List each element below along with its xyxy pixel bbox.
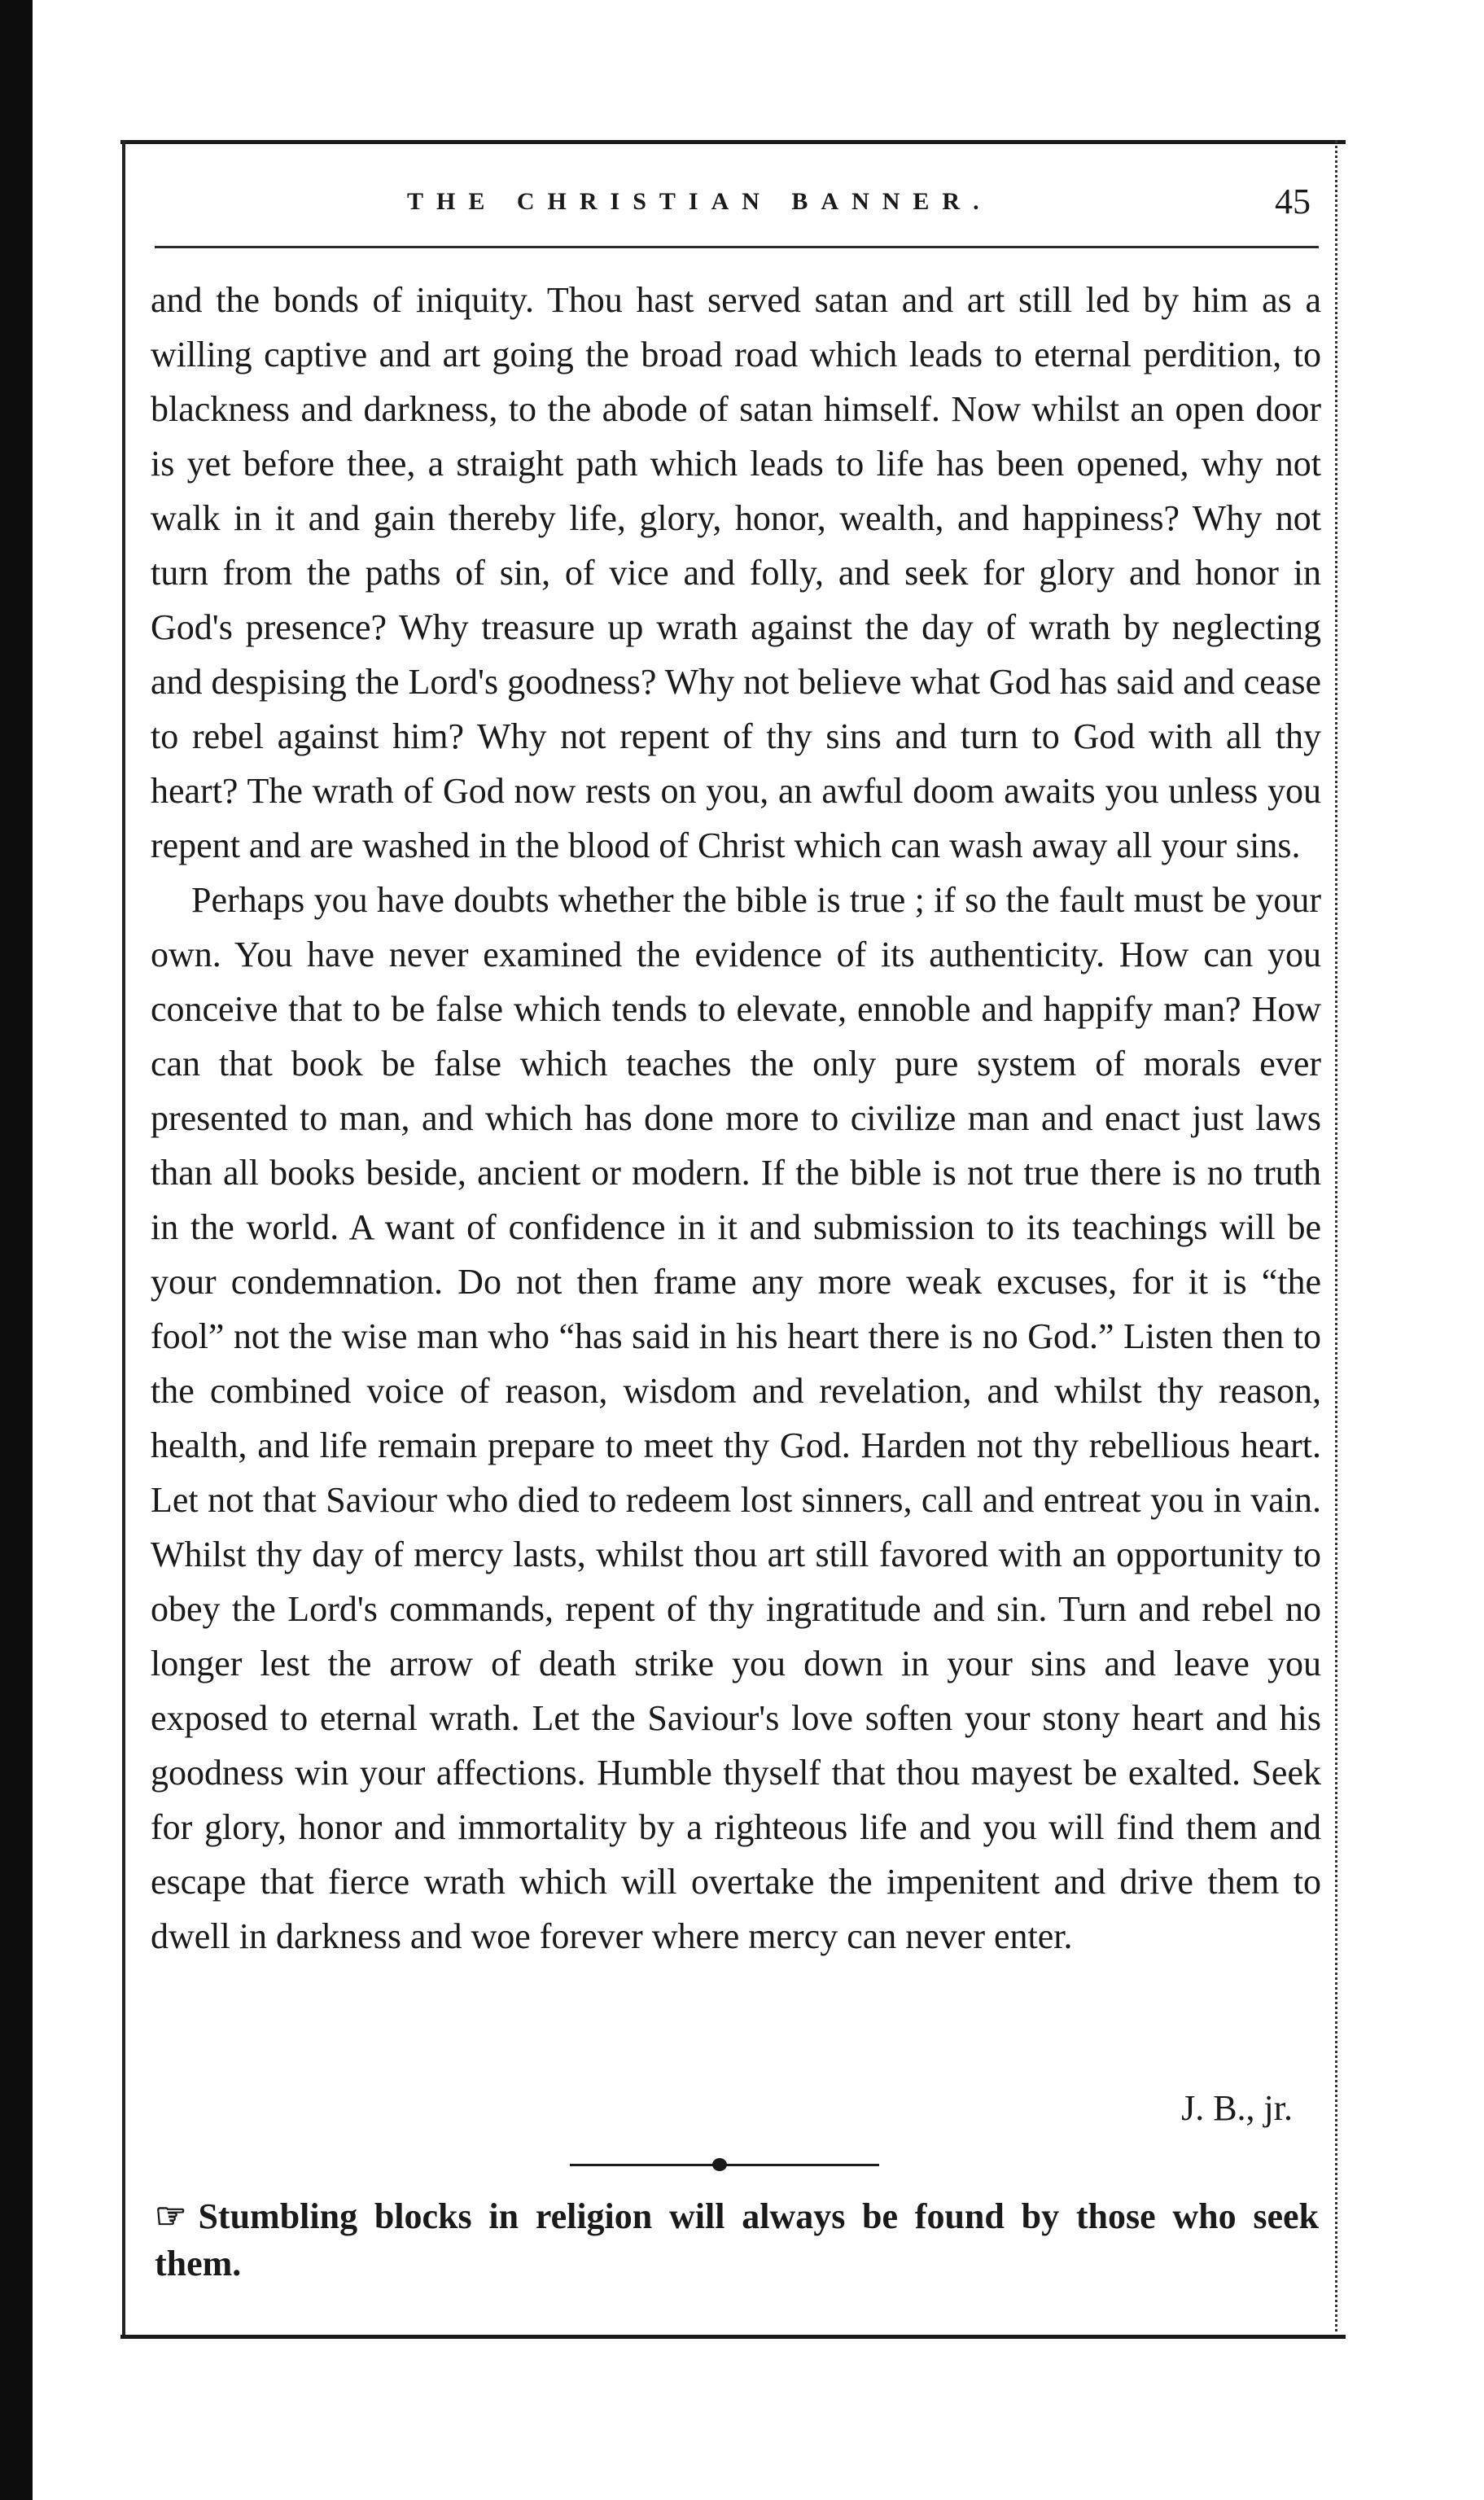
author-signature: J. B., jr. <box>1181 2088 1293 2128</box>
binding-edge <box>0 0 33 2500</box>
article-body <box>151 273 1321 1964</box>
page-frame-top <box>120 140 1346 144</box>
page-number: 45 <box>1275 182 1311 221</box>
page-frame-right <box>1335 140 1340 2338</box>
page-frame-bottom <box>120 2335 1346 2339</box>
closing-note-text: Stumbling blocks in religion will always be found by those who seek them. <box>155 2196 1319 2283</box>
paragraph: Perhaps you have doubts whether the bible is true ; if so the fault must be your own. You have never examined the evidence of its authenticity. How can you conceive that to be false which tends to elevate, ennoble and happify man? How can that book be false which teaches the only pure system of morals ever presented to man, and which has done more to civilize man and enact just laws than all books beside, ancient or modern. If the bible is not true there is no truth in the world. A want of confidence in it and submission to its teachings will be your condemnation. Do not then frame any more weak excuses, for it is “the fool” not the wise man who “has said in his heart there is no God.” Listen then to the combined voice of reason, wisdom and revelation, and whilst thy reason, health, and life remain prepare to meet thy God. Harden not thy rebellious heart. Let not that Saviour who died to redeem lost sinners, call and entreat you in vain. Whilst thy day of mercy lasts, whilst thou art still favored with an opportunity to obey the Lord's commands, repent of thy ingratitude and sin. Turn and rebel no longer lest the arrow of death strike you down in your sins and leave you exposed to eternal wrath. Let the Saviour's love soften your stony heart and his goodness win your affections. Humble thyself that thou mayest be exalted. Seek for glory, honor and immortality by a righteous life and you will find them and escape that fierce wrath which will overtake the impenitent and drive them to dwell in darkness and woe forever where mercy can never enter. <box>151 880 1321 1956</box>
page-frame-left <box>122 140 125 2338</box>
header-rule <box>155 246 1319 248</box>
paragraph-continued: and the bonds of iniquity. Thou hast served satan and art still led by him as a willing captive and art going the broad road which leads to eternal perdition, to blackness and darkness, to the abode of satan himself. Now whilst an open door is yet before thee, a straight path which leads to life has been opened, why not walk in it and gain thereby life, glory, honor, wealth, and happiness? Why not turn from the paths of sin, of vice and folly, and seek for glory and honor in God's presence? Why treasure up wrath against the day of wrath by neglecting and despising the Lord's goodness? Why not believe what God has said and cease to rebel against him? Why not repent of thy sins and turn to God with all thy heart? The wrath of God now rests on you, an awful doom awaits you unless you repent and are washed in the blood of Christ which can wash away all your sins. <box>151 280 1321 865</box>
pointing-hand-icon: ☞ <box>155 2196 187 2236</box>
divider-ornament <box>712 2158 727 2171</box>
running-title: THE CHRISTIAN BANNER. <box>407 188 992 215</box>
closing-note <box>155 2193 1319 2288</box>
running-head <box>163 177 1311 226</box>
